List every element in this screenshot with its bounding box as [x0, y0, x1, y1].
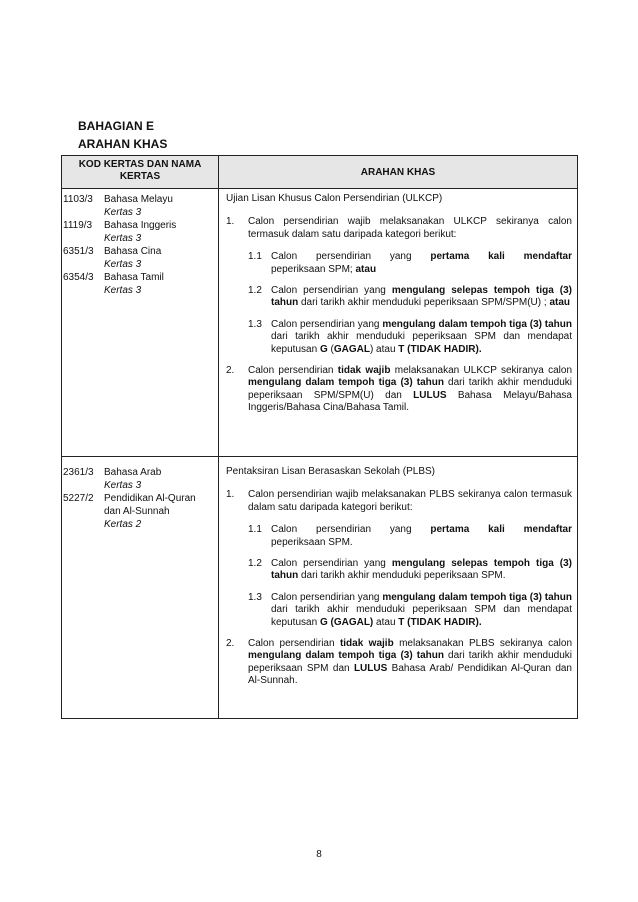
section2-instructions: [226, 466, 572, 698]
section1-instructions: [226, 193, 572, 425]
paper-name: Bahasa Melayu: [104, 194, 173, 205]
code-item: [63, 492, 196, 531]
sub-bold: T (TIDAK HADIR).: [398, 343, 482, 355]
code-number: 6351/3: [63, 246, 94, 257]
paper-sub: Kertas 2: [104, 519, 142, 530]
item-number: 2.: [226, 365, 235, 377]
sub-text: Calon persendirian yang: [271, 318, 383, 330]
instruction-item-1: [226, 489, 572, 514]
sub-bold: T (TIDAK HADIR).: [398, 616, 482, 628]
code-item: [63, 271, 176, 297]
sub-number: 1.1: [248, 251, 262, 263]
header-kod-kertas: KOD KERTAS DAN NAMA KERTAS: [78, 159, 202, 182]
item-bold: tidak wajib: [337, 365, 391, 377]
paper-name-cont: dan Al-Sunnah: [104, 506, 170, 517]
sub-text: Calon persendirian yang: [271, 591, 383, 603]
sub-bold: atau: [549, 297, 570, 309]
paper-sub: Kertas 3: [104, 233, 142, 244]
item-text: Calon persendirian wajib melaksanakan PLBS sekiranya calon termasuk dalam satu daripada kategori berikut:: [248, 489, 572, 513]
sub-bold: GAGAL: [333, 343, 370, 355]
sub-text: dari tarikh akhir menduduki peperiksaan SPM dan mendapat keputusan: [271, 604, 572, 628]
sub-item-1-3: [226, 592, 572, 629]
code-number: 5227/2: [63, 493, 94, 504]
heading-line-2: ARAHAN KHAS: [78, 137, 168, 151]
code-number: 1119/3: [63, 220, 93, 231]
section1-codes: [63, 193, 176, 297]
sub-bold: mengulang dalam tempoh tiga (3) tahun: [382, 318, 573, 330]
page-number: 8: [316, 849, 322, 860]
sub-bold: mengulang selepas tempoh tiga (3) tahun: [271, 285, 572, 309]
item-text: Bahasa Melayu/Bahasa Inggeris/Bahasa Cina/Bahasa Tamil.: [248, 389, 572, 414]
paper-name: Bahasa Cina: [104, 246, 162, 257]
item-number: 1.: [226, 489, 235, 501]
sub-number: 1.3: [248, 318, 262, 330]
item-text: Calon persendirian wajib melaksanakan ULKCP sekiranya calon termasuk dalam satu daripada kategori berikut:: [248, 216, 572, 240]
code-item: [63, 193, 176, 219]
instructions-table: [61, 155, 578, 719]
sub-text: dari tarikh akhir menduduki peperiksaan SPM.: [298, 570, 506, 582]
sub-item-1-2: [226, 285, 572, 310]
sub-item-1-2: [226, 558, 572, 583]
sub-line: [271, 524, 572, 536]
paper-name: Pendidikan Al-Quran: [104, 493, 196, 504]
item-bold: LULUS: [413, 389, 447, 401]
code-item: [63, 466, 196, 492]
sub-text: ) atau: [369, 343, 399, 355]
sub-text: (: [327, 343, 334, 355]
sub-text: Calon persendirian yang: [271, 558, 392, 570]
paper-name: Bahasa Arab: [104, 467, 162, 478]
section2-codes: [63, 466, 196, 531]
sub-text: Calon persendirian yang: [271, 524, 431, 536]
paper-sub: Kertas 3: [104, 259, 142, 270]
sub-item-1-1: [226, 251, 572, 276]
item-bold: tidak wajib: [339, 638, 394, 650]
sub-item-1-1: [226, 524, 572, 549]
sub-bold: pertama kali mendaftar: [430, 251, 572, 263]
sub-bold: atau: [355, 263, 377, 275]
sub-line: [271, 537, 572, 549]
code-item: [63, 245, 176, 271]
section1-title: Ujian Lisan Khusus Calon Persendirian (ULKCP): [226, 193, 443, 204]
item-bold: LULUS: [353, 662, 388, 674]
sub-bold: pertama kali mendaftar: [430, 524, 572, 536]
item-text: melaksanakan PLBS sekiranya calon: [393, 638, 573, 650]
sub-bold: G (GAGAL): [319, 616, 374, 628]
item-text: melaksanakan ULKCP sekiranya calon: [390, 365, 573, 377]
sub-text: peperiksaan SPM.: [271, 536, 353, 548]
instruction-item-2: [226, 638, 572, 688]
sub-text: dari tarikh akhir menduduki peperiksaan SPM dan mendapat keputusan: [271, 331, 572, 355]
item-text: Calon persendirian: [248, 638, 340, 650]
code-number: 6354/3: [63, 272, 94, 283]
sub-text: Calon persendirian yang: [271, 251, 431, 263]
sub-text: dari tarikh akhir menduduki peperiksaan SPM/SPM(U) ;: [298, 297, 550, 309]
sub-number: 1.2: [248, 285, 262, 297]
sub-number: 1.2: [248, 558, 262, 570]
item-text: Calon persendirian: [248, 365, 338, 377]
instruction-item-1: [226, 216, 572, 241]
paper-sub: Kertas 3: [104, 480, 142, 491]
item-text: dari tarikh akhir menduduki peperiksaan SPM dan: [248, 650, 573, 674]
column-divider: [218, 156, 219, 718]
item-bold: mengulang dalam tempoh tiga (3) tahun: [248, 650, 444, 662]
paper-sub: Kertas 3: [104, 207, 142, 218]
sub-number: 1.3: [248, 591, 262, 603]
item-number: 1.: [226, 216, 235, 228]
sub-bold: mengulang dalam tempoh tiga (3) tahun: [382, 591, 573, 603]
item-text: Bahasa Arab/ Pendidikan Al-Quran dan Al-Sunnah.: [248, 662, 572, 687]
paper-sub: Kertas 3: [104, 285, 142, 296]
paper-name: Bahasa Inggeris: [104, 220, 177, 231]
code-number: 1103/3: [63, 194, 93, 205]
sub-text: atau: [373, 616, 399, 628]
item-text: dari tarikh akhir menduduki peperiksaan SPM/SPM(U) dan: [248, 377, 573, 401]
code-number: 2361/3: [63, 467, 94, 478]
sub-text: Calon persendirian yang: [271, 285, 392, 297]
sub-bold: mengulang selepas tempoh tiga (3) tahun: [271, 558, 572, 582]
sub-number: 1.1: [248, 524, 262, 536]
item-bold: mengulang dalam tempoh tiga (3) tahun: [248, 377, 444, 389]
sub-item-1-3: [226, 319, 572, 356]
paper-name: Bahasa Tamil: [104, 272, 164, 283]
header-arahan-khas: ARAHAN KHAS: [360, 167, 436, 178]
sub-bold: G: [319, 343, 328, 355]
instruction-item-2: [226, 365, 572, 415]
sub-line: [271, 264, 572, 276]
section-heading: [78, 117, 167, 153]
sub-line: [271, 251, 572, 263]
row-divider: [62, 456, 577, 457]
item-number: 2.: [226, 638, 235, 650]
heading-line-1: BAHAGIAN E: [78, 119, 155, 133]
code-item: [63, 219, 176, 245]
section2-title: Pentaksiran Lisan Berasaskan Sekolah (PLBS): [226, 466, 436, 477]
sub-text: peperiksaan SPM;: [271, 263, 356, 275]
